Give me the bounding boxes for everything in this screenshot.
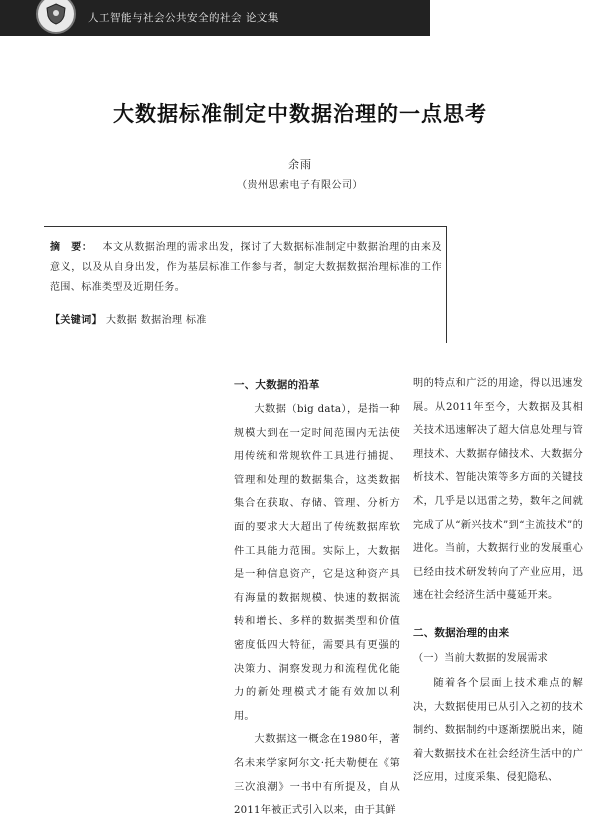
keywords-text: 大数据 数据治理 标准	[106, 315, 207, 326]
author-name: 余雨	[288, 158, 312, 171]
paragraph: 明的特点和广泛的用途，得以迅速发展。从2011年至今，大数据及其相关技术迅速解决了超大信息处理与管理技术、大数据存储技术、大数据分析技术、智能决策等多方面的关键技术，几乎是以迅雷之势，数年之间就完成了从“新兴技术”到“主流技术”的进化。当前，大数据行业的发展重心已经由技术研发转向了产业应用，迅速在社会经济生活中蔓延开来。	[413, 378, 583, 602]
body-column-right	[413, 372, 583, 790]
shield-icon	[44, 2, 68, 26]
keywords	[50, 311, 442, 326]
body-column-left	[234, 372, 400, 823]
subsection-heading: （一）当前大数据的发展需求	[413, 652, 549, 664]
paragraph: 大数据（big data），是指一种规模大到在一定时间范围内无法使用传统和常规软件工具进行捕捉、管理和处理的数据集合，这类数据集合在获取、存储、管理、分析方面的要求大大超出了传统数据库软件工具能力范围。实际上，大数据是一种信息资产，它是这种资产具有海量的数据规模、快速的数据流转和增长、多样的数据类型和价值密度低四大特征，需要具有更强的决策力、洞察发现力和流程优化能力的新处理模式才能有效加以利用。	[234, 404, 400, 722]
journal-logo	[36, 0, 76, 34]
paragraph: 随着各个层面上技术难点的解决，大数据使用已从引入之初的技术制约、数据制约中逐渐摆脱出来，随着大数据技术在社会经济生活中的广泛应用，过度采集、侵犯隐私、	[413, 677, 583, 784]
section-heading: 二、数据治理的由来	[413, 626, 510, 639]
author-affiliation: （贵州思索电子有限公司）	[237, 180, 363, 191]
journal-name: 人工智能与社会公共安全的社会 论文集	[88, 12, 279, 24]
abstract-label: 摘 要：	[50, 242, 93, 253]
paragraph: 大数据这一概念在1980年，著名未来学家阿尔文·托夫勒便在《第三次浪潮》一书中有所提及，自从2011年被正式引入以来，由于其鲜	[234, 734, 400, 817]
abstract-text: 本文从数据治理的需求出发，探讨了大数据标准制定中数据治理的由来及意义，以及从自身出发，作为基层标准工作参与者，制定大数据数据治理标准的工作范围、标准类型及近期任务。	[50, 242, 442, 293]
abstract	[50, 238, 442, 298]
page-title: 大数据标准制定中数据治理的一点思考	[113, 102, 487, 126]
keywords-label: 【关键词】	[50, 315, 102, 326]
journal-header-band	[0, 0, 430, 36]
section-heading: 一、大数据的沿革	[234, 379, 320, 391]
